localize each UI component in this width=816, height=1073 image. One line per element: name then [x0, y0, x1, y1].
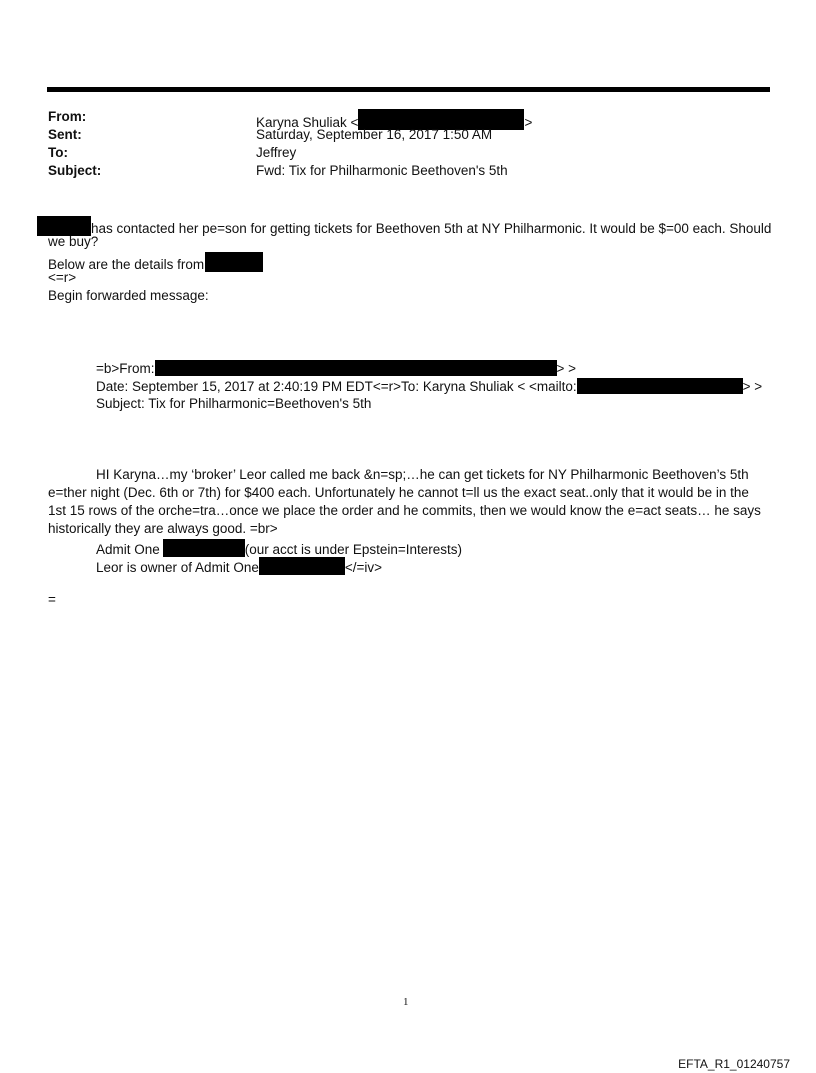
subject-label: Subject:: [48, 163, 102, 178]
fwd-from-suffix: > >: [556, 361, 577, 376]
admit-one-note: (our acct is under Epstein=Interests): [244, 542, 463, 557]
bates-number: EFTA_R1_01240757: [678, 1057, 790, 1071]
body-line-4: <=r>: [48, 270, 77, 285]
sent-value: Saturday, September 16, 2017 1:50 AM: [256, 127, 493, 142]
from-label: From:: [48, 109, 87, 124]
header-rule: [47, 87, 770, 92]
fwd-date-suffix: > >: [742, 379, 763, 394]
from-name: Karyna Shuliak <: [256, 115, 359, 130]
redaction-block: [163, 539, 245, 557]
body-text: Below are the details from: [48, 257, 205, 272]
to-value: Jeffrey: [256, 145, 297, 160]
body-text: has contacted her pe=son for getting tickets for Beethoven 5th at NY Philharmonic. It would be $=00 each. Should: [91, 221, 772, 236]
message-line-4: historically they are always good. =br>: [48, 521, 278, 536]
page-number: 1: [403, 996, 409, 1008]
body-line-3: [48, 252, 263, 272]
fwd-date-line: [96, 378, 762, 394]
redaction-block: [37, 216, 91, 236]
admit-one-line: [96, 539, 462, 557]
fwd-subject-line: Subject: Tix for Philharmonic=Beethoven's 5th: [96, 396, 372, 411]
fwd-from-prefix: =b>From:: [96, 361, 155, 376]
body-line-2: we buy?: [48, 234, 99, 249]
sent-label: Sent:: [48, 127, 82, 142]
admit-one-text: Admit One: [96, 542, 160, 557]
fwd-date-text: Date: September 15, 2017 at 2:40:19 PM EDT<=r>To: Karyna Shuliak < <mailto:: [96, 379, 577, 394]
leor-suffix: </=iv>: [344, 560, 382, 575]
leor-text: Leor is owner of Admit One: [96, 560, 259, 575]
redaction-block: [155, 360, 557, 376]
message-line-2: e=ther night (Dec. 6th or 7th) for $400 each. Unfortunately he cannot t=ll us the exact seat..only that it would be in the: [48, 485, 749, 500]
from-close: >: [524, 115, 533, 130]
leor-line: [96, 557, 382, 575]
fwd-from-line: [96, 360, 576, 376]
body-line-5: Begin forwarded message:: [48, 288, 209, 303]
redaction-block: [205, 252, 263, 272]
redaction-block: [577, 378, 743, 394]
body-line-1: [37, 216, 771, 236]
message-line-1: HI Karyna…my ‘broker’ Leor called me back &n=sp;…he can get tickets for NY Philharmonic Beethoven’s 5th: [96, 467, 749, 482]
to-label: To:: [48, 145, 68, 160]
message-line-3: 1st 15 rows of the orche=tra…once we place the order and he commits, then we would know the e=act seats… he says: [48, 503, 761, 518]
redaction-block: [259, 557, 345, 575]
subject-value: Fwd: Tix for Philharmonic Beethoven's 5th: [256, 163, 508, 178]
trailing-equals: =: [48, 592, 56, 607]
